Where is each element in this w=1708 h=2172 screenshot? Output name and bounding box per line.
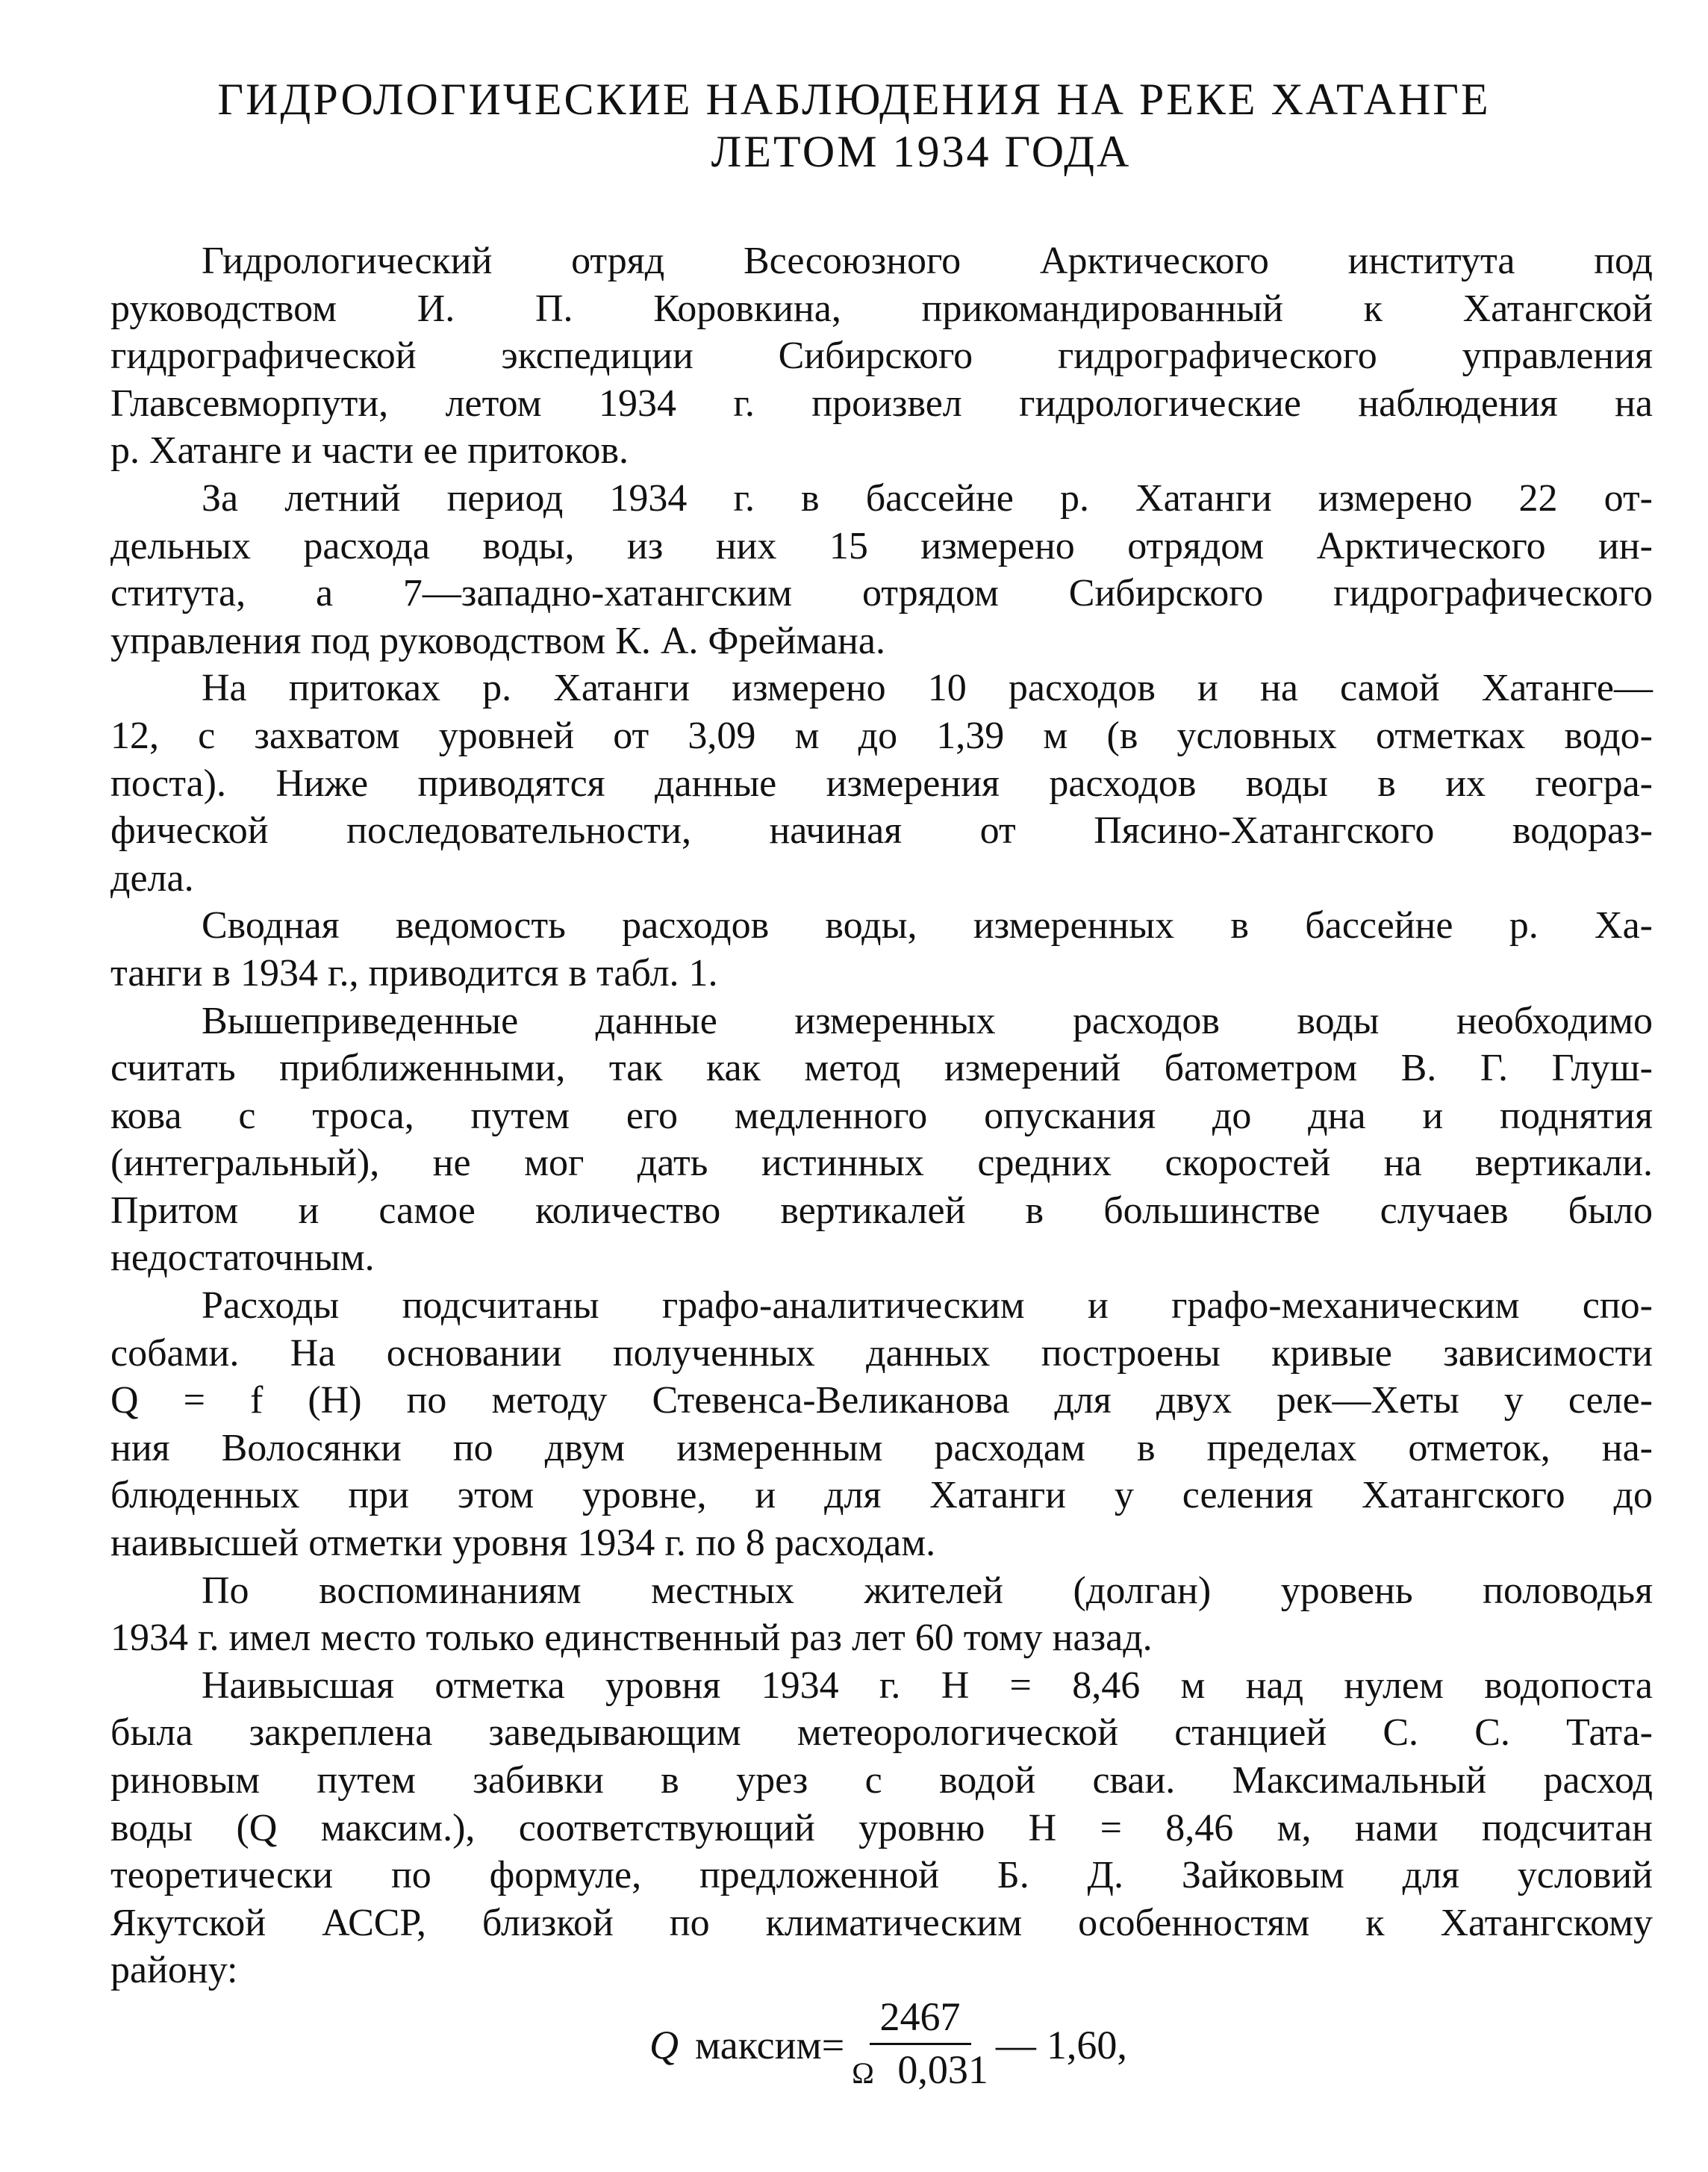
text-line: собами. На основании полученных данных построены кривые зависимости <box>110 1331 1653 1375</box>
text-line: Q = f (H) по методу Стевенса-Великанова для двух рек—Хеты у селе- <box>110 1379 1653 1422</box>
formula <box>649 1992 1127 2098</box>
text-line: кова с троса, путем его медленного опускания до дна и поднятия <box>110 1094 1653 1137</box>
formula-omega-symbol: Ω <box>852 2056 874 2090</box>
text-line: дельных расхода воды, из них 15 измерено отрядом Арктического ин- <box>110 524 1653 567</box>
text-line: считать приближенными, так как метод измерений батометром В. Г. Глуш- <box>110 1047 1653 1090</box>
text-line: ния Волосянки по двум измеренным расходам в пределах отметок, на- <box>110 1426 1653 1469</box>
text-line: По воспоминаниям местных жителей (долган) уровень половодья <box>202 1569 1653 1612</box>
paragraph <box>110 902 1653 997</box>
article-body <box>110 237 1653 1994</box>
text-line: р. Хатанге и части ее притоков. <box>110 429 629 473</box>
text-line: фической последовательности, начиная от Пясино-Хатангского водораз- <box>110 809 1653 853</box>
formula-equals: = <box>821 2023 845 2067</box>
text-line: Вышеприведенные данные измеренных расходов воды необходимо <box>202 999 1653 1042</box>
text-line: теоретически по формуле, предложенной Б. Д. Зайковым для условий <box>110 1854 1653 1897</box>
text-line: танги в 1934 г., приводится в табл. 1. <box>110 951 718 995</box>
text-line: Расходы подсчитаны графо-аналитическим и графо-механическим спо- <box>202 1284 1653 1328</box>
text-line: району: <box>110 1949 238 1992</box>
text-line: была закреплена заведывающим метеорологической станцией С. С. Тата- <box>110 1711 1653 1755</box>
formula-denominator <box>852 2045 988 2098</box>
text-line: 1934 г. имел место только единственный раз лет 60 тому назад. <box>110 1616 1153 1660</box>
formula-minus: — <box>995 2023 1036 2067</box>
paragraph <box>110 475 1653 665</box>
paragraph <box>110 1567 1653 1662</box>
title-line-1: ГИДРОЛОГИЧЕСКИЕ НАБЛЮДЕНИЯ НА РЕКЕ ХАТАНГЕ <box>217 75 1491 124</box>
text-line: На притоках р. Хатанги измерено 10 расходов и на самой Хатанге— <box>202 667 1653 710</box>
text-line: дела. <box>110 856 194 900</box>
formula-constant: 1,60, <box>1046 2023 1127 2067</box>
formula-fraction <box>852 1992 988 2098</box>
formula-q-symbol: Q <box>649 2023 679 2067</box>
text-line: поста). Ниже приводятся данные измерения расходов воды в их геогра- <box>110 762 1653 805</box>
formula-numerator: 2467 <box>870 1992 971 2045</box>
paragraph <box>110 237 1653 475</box>
text-line: блюденных при этом уровне, и для Хатанги у селения Хатангского до <box>110 1474 1653 1517</box>
text-line: Гидрологический отряд Всесоюзного Арктического института под <box>202 240 1653 282</box>
text-line: воды (Q максим.), соответствующий уровню H = 8,46 м, нами подсчитан <box>110 1806 1653 1849</box>
text-line: Главсевморпути, летом 1934 г. произвел гидрологические наблюдения на <box>110 382 1653 425</box>
paragraph <box>110 1662 1653 1994</box>
text-line: (интегральный), не мог дать истинных средних скоростей на вертикали. <box>110 1142 1653 1185</box>
formula-exponent: 0,031 <box>897 2047 988 2092</box>
text-line: риновым путем забивки в урез с водой сваи. Максимальный расход <box>110 1759 1653 1802</box>
text-line: недостаточным. <box>110 1236 375 1280</box>
paragraph <box>110 1282 1653 1567</box>
text-line: Притом и самое количество вертикалей в большинстве случаев было <box>110 1189 1653 1232</box>
text-line: Сводная ведомость расходов воды, измеренных в бассейне р. Ха- <box>202 904 1653 947</box>
text-line: 12, с захватом уровней от 3,09 м до 1,39 м (в условных отметках водо- <box>110 714 1653 757</box>
text-line: Наивысшая отметка уровня 1934 г. H = 8,46 м над нулем водопоста <box>202 1664 1653 1707</box>
title-line-2: ЛЕТОМ 1934 ГОДА <box>711 127 1132 176</box>
text-line: Якутской АССР, близкой по климатическим особенностям к Хатангскому <box>110 1901 1653 1944</box>
formula-max-label: максим <box>695 2023 822 2067</box>
text-line: руководством И. П. Коровкина, прикомандированный к Хатангской <box>110 287 1653 330</box>
text-line: управления под руководством К. А. Фреймана. <box>110 619 885 662</box>
text-line: За летний период 1934 г. в бассейне р. Хатанги измерено 22 от- <box>202 476 1653 520</box>
text-line: ститута, а 7—западно-хатангским отрядом Сибирского гидрографического <box>110 572 1653 615</box>
text-line: гидрографической экспедиции Сибирского гидрографического управления <box>110 334 1653 378</box>
text-line: наивысшей отметки уровня 1934 г. по 8 расходам. <box>110 1522 936 1565</box>
paragraph <box>110 998 1653 1283</box>
paragraph <box>110 665 1653 902</box>
